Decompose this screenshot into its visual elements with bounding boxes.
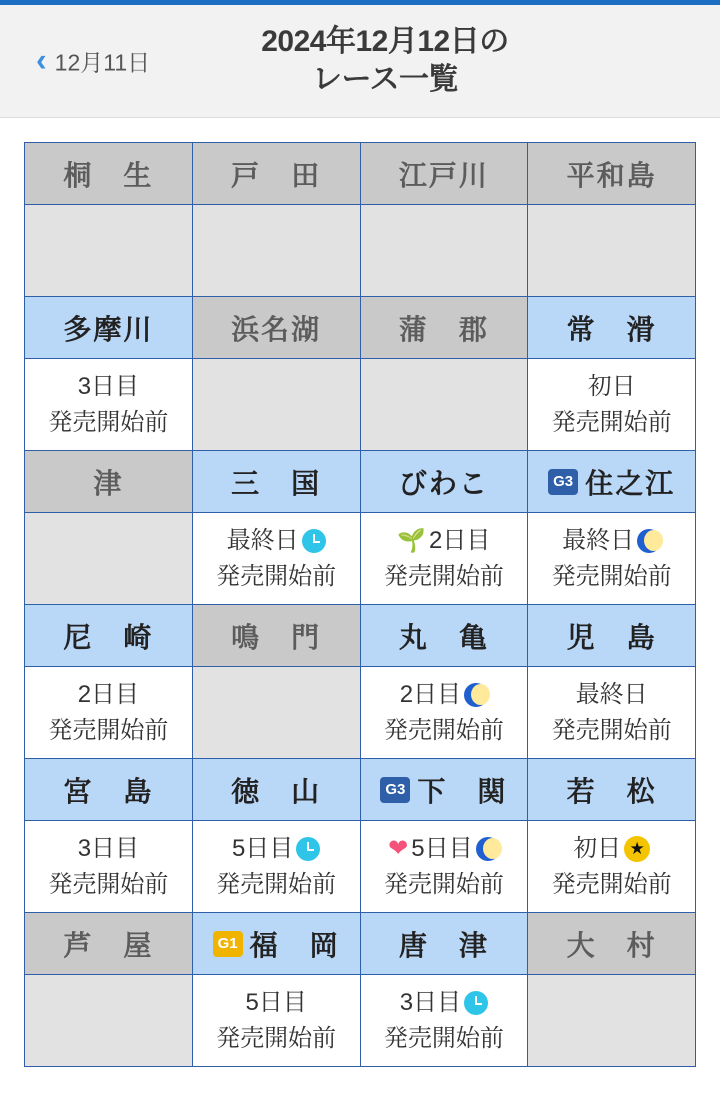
venue-detail-cell[interactable] <box>528 359 696 451</box>
venue-name-label: 児 島 <box>566 621 657 653</box>
race-day-line <box>528 678 695 711</box>
venue-name-label: 下 関 <box>417 775 508 807</box>
race-venue-grid <box>24 142 696 1067</box>
sale-status-label: 発売開始前 <box>216 1024 337 1052</box>
venue-name-label: 津 <box>93 467 124 499</box>
venue-cell[interactable] <box>528 297 696 359</box>
venue-detail-cell <box>25 513 193 605</box>
race-day-line <box>361 678 528 711</box>
venue-detail-row <box>25 667 696 759</box>
race-day-line <box>361 524 528 557</box>
sale-status-line <box>25 714 192 747</box>
venue-detail-row <box>25 821 696 913</box>
sale-status-line <box>361 868 528 901</box>
venue-cell[interactable] <box>25 759 193 821</box>
page-title-line1: 2024年12月12日の <box>261 24 509 58</box>
venue-name-label: 大 村 <box>566 929 657 961</box>
venue-name-label: 平和島 <box>566 159 657 191</box>
venue-detail-row <box>25 359 696 451</box>
race-day-line <box>193 524 360 557</box>
clock-icon <box>302 529 326 553</box>
venue-name-label: 芦 屋 <box>63 929 154 961</box>
sale-status-label: 発売開始前 <box>551 408 672 436</box>
clock-icon <box>464 991 488 1015</box>
race-day-line <box>25 678 192 711</box>
sale-status-label: 発売開始前 <box>216 870 337 898</box>
race-day-label: 2日目 <box>429 527 491 555</box>
venue-cell[interactable] <box>528 759 696 821</box>
sale-status-line <box>528 714 695 747</box>
moon-icon <box>637 529 661 553</box>
sale-status-line <box>361 560 528 593</box>
venue-detail-cell[interactable] <box>360 975 528 1067</box>
heart-icon: ❤ <box>388 834 409 862</box>
venue-cell <box>192 143 360 205</box>
venue-name-row <box>25 297 696 359</box>
page-title-line2: レース一覧 <box>311 63 458 96</box>
venue-name-row <box>25 759 696 821</box>
venue-detail-cell[interactable] <box>360 513 528 605</box>
race-day-line <box>361 986 528 1019</box>
venue-detail-row <box>25 975 696 1067</box>
clock-icon <box>296 837 320 861</box>
sale-status-label: 発売開始前 <box>551 870 672 898</box>
sale-status-line <box>25 868 192 901</box>
venue-detail-cell[interactable] <box>528 821 696 913</box>
venue-cell[interactable] <box>528 605 696 667</box>
venue-detail-cell <box>25 975 193 1067</box>
venue-cell[interactable] <box>360 759 528 821</box>
race-day-label: 5日目 <box>411 835 473 863</box>
venue-name-label: 桐 生 <box>63 159 154 191</box>
venue-detail-cell <box>360 359 528 451</box>
moon-icon <box>476 837 500 861</box>
race-day-label: 3日目 <box>399 989 462 1017</box>
star-icon: ★ <box>624 836 650 862</box>
venue-cell[interactable] <box>25 297 193 359</box>
venue-name-row <box>25 605 696 667</box>
race-day-label: 5日目 <box>231 835 294 863</box>
race-day-line <box>528 370 695 403</box>
venue-detail-cell[interactable] <box>528 513 696 605</box>
venue-cell[interactable] <box>360 451 528 513</box>
race-day-label: 2日目 <box>77 681 140 709</box>
venue-detail-cell[interactable] <box>360 821 528 913</box>
venue-cell[interactable] <box>192 759 360 821</box>
venue-cell[interactable] <box>528 451 696 513</box>
venue-detail-cell[interactable] <box>25 667 193 759</box>
race-day-line <box>193 832 360 865</box>
grade-badge: G3 <box>548 469 578 495</box>
sale-status-label: 発売開始前 <box>216 562 337 590</box>
venue-detail-cell <box>528 975 696 1067</box>
venue-name-label: 丸 亀 <box>398 621 489 653</box>
sale-status-line <box>25 406 192 439</box>
grade-badge: G1 <box>213 931 243 957</box>
race-day-label: 2日目 <box>399 681 462 709</box>
venue-detail-cell <box>528 205 696 297</box>
moon-icon <box>464 683 488 707</box>
venue-detail-cell[interactable] <box>25 359 193 451</box>
venue-cell <box>192 605 360 667</box>
venue-detail-cell <box>25 205 193 297</box>
venue-name-row <box>25 913 696 975</box>
sale-status-label: 発売開始前 <box>551 716 672 744</box>
venue-cell[interactable] <box>192 913 360 975</box>
race-grid-container <box>0 118 720 1067</box>
venue-cell <box>192 297 360 359</box>
venue-name-row <box>25 451 696 513</box>
venue-name-label: 江戸川 <box>398 159 489 191</box>
race-day-label: 最終日 <box>226 527 299 555</box>
venue-cell <box>360 297 528 359</box>
venue-cell <box>25 143 193 205</box>
venue-cell <box>360 143 528 205</box>
venue-cell[interactable] <box>360 913 528 975</box>
venue-name-label: 戸 田 <box>231 159 322 191</box>
venue-detail-cell <box>360 205 528 297</box>
sale-status-line <box>193 1022 360 1055</box>
venue-detail-cell[interactable] <box>192 513 360 605</box>
grade-badge: G3 <box>380 777 410 803</box>
sale-status-label: 発売開始前 <box>48 870 169 898</box>
venue-detail-row <box>25 513 696 605</box>
venue-detail-row <box>25 205 696 297</box>
back-to-previous-day-button[interactable] <box>36 41 151 78</box>
back-date-label: 12月11日 <box>54 49 151 76</box>
race-day-line <box>361 832 528 865</box>
race-day-line <box>25 832 192 865</box>
venue-name-label: 鳴 門 <box>231 621 322 653</box>
chevron-left-icon: ‹ <box>36 41 47 77</box>
venue-name-label: 浜名湖 <box>231 313 322 345</box>
venue-cell <box>25 913 193 975</box>
sale-status-label: 発売開始前 <box>383 1024 504 1052</box>
venue-name-label: 唐 津 <box>398 929 489 961</box>
page-header <box>0 5 720 118</box>
venue-detail-cell[interactable] <box>192 975 360 1067</box>
venue-cell[interactable] <box>192 451 360 513</box>
sale-status-line <box>361 714 528 747</box>
venue-name-label: 宮 島 <box>63 775 154 807</box>
race-day-label: 最終日 <box>575 681 648 709</box>
sale-status-label: 発売開始前 <box>383 562 504 590</box>
venue-detail-cell <box>192 667 360 759</box>
race-day-label: 最終日 <box>562 527 635 555</box>
venue-name-label: 常 滑 <box>566 313 657 345</box>
venue-name-label: 蒲 郡 <box>398 313 489 345</box>
race-day-label: 3日目 <box>77 835 140 863</box>
venue-name-label: 三 国 <box>231 467 322 499</box>
venue-name-label: びわこ <box>398 467 489 499</box>
race-day-line <box>25 370 192 403</box>
venue-detail-cell[interactable] <box>192 821 360 913</box>
race-day-label: 5日目 <box>245 989 307 1017</box>
race-day-line <box>528 524 695 557</box>
sale-status-line <box>193 560 360 593</box>
sale-status-label: 発売開始前 <box>48 408 169 436</box>
page-title <box>191 23 528 100</box>
race-day-label: 初日 <box>573 835 622 863</box>
venue-name-label: 多摩川 <box>63 313 154 345</box>
venue-name-label: 福 岡 <box>249 929 340 961</box>
sale-status-label: 発売開始前 <box>383 870 504 898</box>
race-day-label: 初日 <box>587 373 636 401</box>
venue-detail-cell[interactable] <box>528 667 696 759</box>
sprout-icon: 🌱 <box>397 527 427 554</box>
sale-status-label: 発売開始前 <box>383 716 504 744</box>
race-day-line <box>528 832 695 865</box>
venue-cell <box>528 143 696 205</box>
venue-cell[interactable] <box>360 605 528 667</box>
venue-name-label: 尼 崎 <box>63 621 154 653</box>
sale-status-line <box>193 868 360 901</box>
venue-cell[interactable] <box>25 605 193 667</box>
venue-detail-cell[interactable] <box>25 821 193 913</box>
race-day-label: 3日目 <box>77 373 140 401</box>
venue-name-label: 住之江 <box>585 467 676 499</box>
venue-cell <box>25 451 193 513</box>
sale-status-label: 発売開始前 <box>551 562 672 590</box>
venue-detail-cell[interactable] <box>360 667 528 759</box>
venue-cell <box>528 913 696 975</box>
sale-status-line <box>528 868 695 901</box>
sale-status-label: 発売開始前 <box>48 716 169 744</box>
venue-detail-cell <box>192 359 360 451</box>
venue-name-label: 若 松 <box>566 775 657 807</box>
race-day-line <box>193 986 360 1019</box>
sale-status-line <box>528 406 695 439</box>
sale-status-line <box>528 560 695 593</box>
venue-name-row <box>25 143 696 205</box>
venue-name-label: 徳 山 <box>231 775 322 807</box>
sale-status-line <box>361 1022 528 1055</box>
venue-detail-cell <box>192 205 360 297</box>
